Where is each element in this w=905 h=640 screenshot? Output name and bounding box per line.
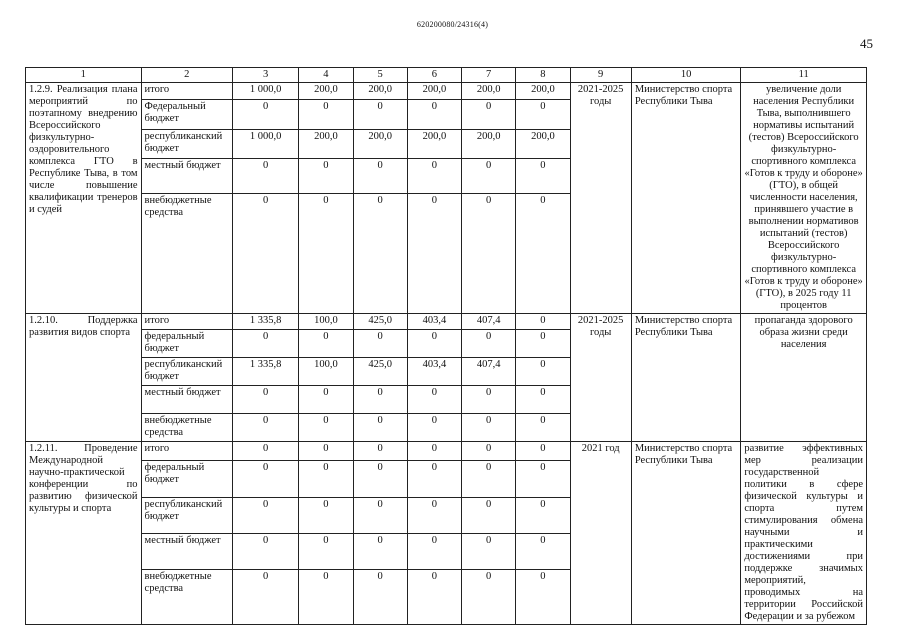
funding-value: 0 xyxy=(353,414,407,442)
funding-value: 1 335,8 xyxy=(232,314,298,330)
funding-value: 0 xyxy=(353,461,407,497)
funding-value: 0 xyxy=(407,570,461,625)
funding-value: 0 xyxy=(516,358,570,386)
funding-value: 0 xyxy=(407,158,461,193)
funding-value: 0 xyxy=(516,534,570,570)
funding-value: 0 xyxy=(232,193,298,313)
funding-value: 0 xyxy=(232,442,298,461)
funding-source: итого xyxy=(141,314,232,330)
funding-value: 0 xyxy=(353,497,407,533)
funding-value: 0 xyxy=(462,100,516,129)
funding-value: 200,0 xyxy=(299,83,353,100)
funding-source: федеральный бюджет xyxy=(141,461,232,497)
funding-value: 403,4 xyxy=(407,358,461,386)
funding-value: 0 xyxy=(353,100,407,129)
funding-value: 0 xyxy=(299,414,353,442)
funding-value: 0 xyxy=(232,386,298,414)
funding-value: 0 xyxy=(353,158,407,193)
funding-value: 0 xyxy=(462,497,516,533)
funding-value: 0 xyxy=(516,386,570,414)
measure-title: 1.2.9. Реализация плана мероприятий по поэтапному внедрению Всероссийского физкультурно-оздоровительного комплекса ГТО в Республике Тыва, в том числе повышение квалификации тренеров и судей xyxy=(26,83,142,314)
funding-value: 0 xyxy=(407,534,461,570)
funding-value: 0 xyxy=(462,414,516,442)
funding-value: 0 xyxy=(299,386,353,414)
funding-value: 425,0 xyxy=(353,314,407,330)
column-number: 9 xyxy=(570,68,631,83)
funding-value: 0 xyxy=(462,461,516,497)
column-number: 4 xyxy=(299,68,353,83)
funding-value: 0 xyxy=(516,414,570,442)
funding-value: 0 xyxy=(462,193,516,313)
funding-value: 200,0 xyxy=(407,129,461,158)
funding-value: 0 xyxy=(516,100,570,129)
table-row xyxy=(26,83,867,100)
funding-source: республиканский бюджет xyxy=(141,358,232,386)
funding-value: 0 xyxy=(407,100,461,129)
column-number: 10 xyxy=(631,68,741,83)
funding-value: 0 xyxy=(516,570,570,625)
column-number: 2 xyxy=(141,68,232,83)
funding-value: 100,0 xyxy=(299,358,353,386)
funding-value: 0 xyxy=(299,497,353,533)
funding-value: 200,0 xyxy=(299,129,353,158)
table-row xyxy=(26,314,867,330)
expected-result: пропаганда здорового образа жизни среди населения xyxy=(741,314,867,442)
funding-value: 0 xyxy=(299,534,353,570)
funding-value: 0 xyxy=(407,442,461,461)
funding-value: 0 xyxy=(462,442,516,461)
funding-value: 1 000,0 xyxy=(232,83,298,100)
funding-value: 0 xyxy=(516,497,570,533)
funding-value: 200,0 xyxy=(462,83,516,100)
funding-value: 1 335,8 xyxy=(232,358,298,386)
funding-value: 0 xyxy=(299,461,353,497)
funding-value: 100,0 xyxy=(299,314,353,330)
program-measures-table xyxy=(25,67,867,625)
executor: Министерство спорта Республики Тыва xyxy=(631,314,741,442)
column-number-row xyxy=(26,68,867,83)
funding-value: 0 xyxy=(299,158,353,193)
page-number: 45 xyxy=(860,36,873,51)
funding-source: итого xyxy=(141,83,232,100)
funding-value: 0 xyxy=(407,193,461,313)
table-row xyxy=(26,442,867,461)
funding-source: местный бюджет xyxy=(141,158,232,193)
executor: Министерство спорта Республики Тыва xyxy=(631,83,741,314)
funding-value: 0 xyxy=(232,330,298,358)
funding-source: федеральный бюджет xyxy=(141,330,232,358)
funding-value: 200,0 xyxy=(516,83,570,100)
column-number: 1 xyxy=(26,68,142,83)
funding-value: 0 xyxy=(407,414,461,442)
funding-value: 0 xyxy=(299,330,353,358)
funding-value: 0 xyxy=(516,158,570,193)
funding-value: 0 xyxy=(407,386,461,414)
funding-source: местный бюджет xyxy=(141,386,232,414)
funding-value: 425,0 xyxy=(353,358,407,386)
funding-source: внебюджетные средства xyxy=(141,193,232,313)
funding-value: 0 xyxy=(299,100,353,129)
funding-value: 0 xyxy=(232,570,298,625)
funding-value: 0 xyxy=(407,461,461,497)
funding-value: 0 xyxy=(462,330,516,358)
funding-source: внебюджетные средства xyxy=(141,570,232,625)
funding-source: республиканский бюджет xyxy=(141,497,232,533)
period: 2021 год xyxy=(570,442,631,625)
funding-value: 403,4 xyxy=(407,314,461,330)
funding-value: 0 xyxy=(353,386,407,414)
funding-value: 0 xyxy=(516,461,570,497)
funding-value: 0 xyxy=(232,497,298,533)
funding-value: 1 000,0 xyxy=(232,129,298,158)
measure-title: 1.2.11. Проведение Международной научно-практической конференции по развитию физической культуры и спорта xyxy=(26,442,142,625)
funding-value: 0 xyxy=(516,330,570,358)
expected-result: развитие эффективных мер реализации государственной политики в сфере физической культуры и спорта путем стимулирования обмена научными и практическими достижениями при поддержке значимых мероприятий, проводимых на территории Российской Федерации и за рубежом xyxy=(741,442,867,625)
funding-value: 0 xyxy=(516,314,570,330)
funding-value: 0 xyxy=(232,534,298,570)
funding-value: 0 xyxy=(353,570,407,625)
funding-value: 200,0 xyxy=(353,83,407,100)
funding-value: 200,0 xyxy=(516,129,570,158)
expected-result: увеличение доли населения Республики Тыва, выполнившего нормативы испытаний (тестов) Всероссийского физкультурно-спортивного комплекса «Готов к труду и обороне» (ГТО), в общей численности населения, принявшего участие в выполнении нормативов испытаний (тестов) Всероссийского физкультурно-спортивного комплекса «Готов к труду и обороне» (ГТО), в 2025 году 11 процентов xyxy=(741,83,867,314)
funding-value: 0 xyxy=(299,193,353,313)
funding-value: 0 xyxy=(353,442,407,461)
funding-value: 0 xyxy=(232,100,298,129)
funding-value: 0 xyxy=(516,193,570,313)
funding-source: республиканский бюджет xyxy=(141,129,232,158)
funding-value: 200,0 xyxy=(462,129,516,158)
funding-value: 0 xyxy=(407,330,461,358)
funding-source: внебюджетные средства xyxy=(141,414,232,442)
funding-value: 407,4 xyxy=(462,314,516,330)
funding-value: 0 xyxy=(516,442,570,461)
column-number: 3 xyxy=(232,68,298,83)
funding-value: 200,0 xyxy=(353,129,407,158)
funding-value: 0 xyxy=(353,193,407,313)
column-number: 6 xyxy=(407,68,461,83)
funding-value: 0 xyxy=(462,570,516,625)
funding-value: 0 xyxy=(299,570,353,625)
funding-source: местный бюджет xyxy=(141,534,232,570)
period: 2021-2025 годы xyxy=(570,83,631,314)
column-number: 11 xyxy=(741,68,867,83)
funding-value: 0 xyxy=(407,497,461,533)
funding-source: Федеральный бюджет xyxy=(141,100,232,129)
funding-value: 0 xyxy=(232,414,298,442)
column-number: 5 xyxy=(353,68,407,83)
funding-value: 200,0 xyxy=(407,83,461,100)
funding-value: 0 xyxy=(462,534,516,570)
funding-value: 0 xyxy=(353,330,407,358)
funding-value: 407,4 xyxy=(462,358,516,386)
funding-value: 0 xyxy=(462,158,516,193)
measures-body xyxy=(26,83,867,625)
measure-title: 1.2.10. Поддержка развития видов спорта xyxy=(26,314,142,442)
funding-value: 0 xyxy=(299,442,353,461)
period: 2021-2025 годы xyxy=(570,314,631,442)
column-number: 7 xyxy=(462,68,516,83)
funding-value: 0 xyxy=(353,534,407,570)
column-number: 8 xyxy=(516,68,570,83)
executor: Министерство спорта Республики Тыва xyxy=(631,442,741,625)
funding-value: 0 xyxy=(232,461,298,497)
funding-source: итого xyxy=(141,442,232,461)
funding-value: 0 xyxy=(232,158,298,193)
funding-value: 0 xyxy=(462,386,516,414)
document-code: 620200080/24316(4) xyxy=(416,20,489,29)
